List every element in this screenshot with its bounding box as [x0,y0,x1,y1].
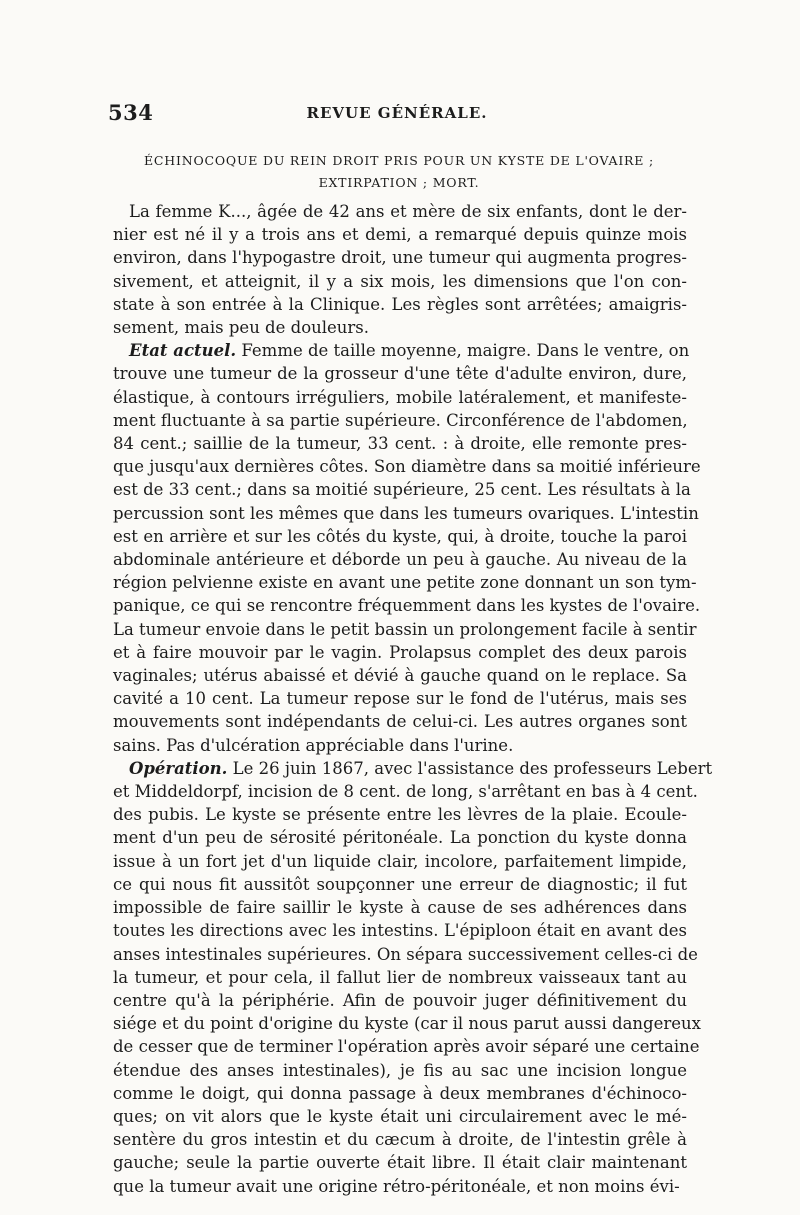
text-line [113,919,687,942]
line-text: nier est né il y a trois ans et demi, a remarqué depuis quinze mois [113,225,687,245]
line-text: vaginales; utérus abaissé et dévié à gauche quand on le replace. Sa [113,666,687,686]
line-text: et Middeldorpf, incision de 8 cent. de long, s'arrêtant en bas à 4 cent. [113,782,698,802]
line-text: siége et du point d'origine du kyste (car il nous parut aussi dangereux [113,1014,701,1034]
line-text: environ, dans l'hypogastre droit, une tumeur qui augmenta progres- [113,248,687,268]
text-line [113,525,687,548]
line-text: des pubis. Le kyste se présente entre les lèvres de la plaie. Ecoule- [113,805,687,825]
text-line [113,943,698,966]
text-line [113,200,687,223]
text-line [113,1128,687,1151]
line-text: sement, mais peu de douleurs. [113,318,370,338]
text-line [113,664,687,687]
line-text: ce qui nous fit aussitôt soupçonner une erreur de diagnostic; il fut [113,874,687,894]
paragraph [113,339,701,757]
line-text: issue à un fort jet d'un liquide clair, incolore, parfaitement limpide, [113,851,687,871]
text-line [113,850,687,873]
line-text: abdominale antérieure et déborde un peu à gauche. Au niveau de la [113,550,687,570]
line-text: est de 33 cent.; dans sa moitié supérieure, 25 cent. Les résultats à la [113,480,691,500]
text-line [113,803,687,826]
line-text: sivement, et atteignit, il y a six mois, les dimensions que l'on con- [113,271,687,291]
line-text: que la tumeur avait une origine rétro-péritonéale, et non moins évi- [113,1176,680,1196]
line-text: gauche; seule la partie ouverte était libre. Il était clair maintenant [113,1153,687,1173]
page-header [108,100,686,124]
line-text: 84 cent.; saillie de la tumeur, 33 cent. : à droite, elle remonte pres- [113,434,687,454]
text-line [113,873,687,896]
line-text: que jusqu'aux dernières côtes. Son diamètre dans sa moitié inférieure [113,457,701,477]
text-line [113,594,701,617]
text-line [113,502,699,525]
text-line [113,1175,687,1198]
line-text: Femme de taille moyenne, maigre. Dans le ventre, on [236,341,690,361]
line-text: mouvements sont indépendants de celui-ci. Les autres organes sont [113,712,687,732]
text-line [113,293,687,316]
text-line [113,316,687,339]
line-text: Le 26 juin 1867, avec l'assistance des professeurs Lebert [227,758,713,778]
text-line [113,1151,687,1174]
text-line [113,710,687,733]
line-text: centre qu'à la périphérie. Afin de pouvoir juger définitivement du [113,990,687,1010]
text-line [113,432,687,455]
line-text: sentère du gros intestin et du cæcum à droite, de l'intestin grêle à [113,1130,687,1150]
text-line [113,548,687,571]
line-text: ment d'un peu de sérosité péritonéale. La ponction du kyste donna [113,828,687,848]
line-text: étendue des anses intestinales), je fis au sac une incision longue [113,1060,687,1080]
article-title [118,150,680,194]
text-line [113,687,687,710]
line-text: région pelvienne existe en avant une petite zone donnant un son tym- [113,573,697,593]
line-text: La femme K..., âgée de 42 ans et mère de six enfants, dont le der- [129,202,687,221]
article-title-line: EXTIRPATION ; MORT. [318,175,480,190]
line-text: est en arrière et sur les côtés du kyste, qui, à droite, touche la paroi [113,526,687,546]
section-label: Opération. [129,758,228,778]
text-line [113,1105,687,1128]
text-line [113,339,690,362]
text-line [113,780,698,803]
paragraph [113,757,713,1198]
text-line [113,618,697,641]
text-line [113,1082,687,1105]
text-line [113,270,687,293]
text-line [113,223,687,246]
text-line [113,896,687,919]
line-text: ment fluctuante à sa partie supérieure. Circonférence de l'abdomen, [113,410,688,430]
line-text: la tumeur, et pour cela, il fallut lier de nombreux vaisseaux tant au [113,967,687,987]
text-line [113,478,691,501]
text-line [113,734,687,757]
line-text: sains. Pas d'ulcération appréciable dans l'urine. [113,735,514,755]
section-label: Etat actuel. [129,341,237,361]
paragraph [113,200,687,339]
text-line [113,1035,700,1058]
line-text: percussion sont les mêmes que dans les tumeurs ovariques. L'intestin [113,503,699,523]
line-text: anses intestinales supérieures. On sépara successivement celles-ci de [113,944,698,964]
line-text: panique, ce qui se rencontre fréquemment dans les kystes de l'ovaire. [113,596,701,616]
text-line [113,246,687,269]
text-line [113,1012,701,1035]
article-body [113,200,713,1198]
text-line [113,455,701,478]
text-line [113,826,687,849]
line-text: impossible de faire saillir le kyste à cause de ses adhérences dans [113,898,687,918]
line-text: trouve une tumeur de la grosseur d'une tête d'adulte environ, dure, [113,364,687,384]
text-line [113,989,687,1012]
line-text: state à son entrée à la Clinique. Les règles sont arrêtées; amaigris- [113,294,687,314]
line-text: La tumeur envoie dans le petit bassin un prolongement facile à sentir [113,619,697,639]
line-text: et à faire mouvoir par le vagin. Prolapsus complet des deux parois [113,642,687,662]
text-line [113,409,687,432]
line-text: ques; on vit alors que le kyste était uni circulairement avec le mé- [113,1106,687,1126]
text-line [113,571,697,594]
line-text: cavité a 10 cent. La tumeur repose sur le fond de l'utérus, mais ses [113,689,687,709]
text-line [113,362,687,385]
line-text: élastique, à contours irréguliers, mobile latéralement, et manifeste- [113,387,687,407]
line-text: de cesser que de terminer l'opération après avoir séparé une certaine [113,1037,700,1057]
running-head: REVUE GÉNÉRALE. [306,104,488,122]
text-line [113,386,687,409]
article-title-line: ÉCHINOCOQUE DU REIN DROIT PRIS POUR UN KYSTE DE L'OVAIRE ; [144,153,654,168]
text-line [113,966,687,989]
text-line [113,757,713,780]
page-number: 534 [108,100,154,125]
text-line [113,1059,687,1082]
line-text: toutes les directions avec les intestins. L'épiploon était en avant des [113,921,687,941]
text-line [113,641,687,664]
line-text: comme le doigt, qui donna passage à deux membranes d'échinoco- [113,1083,687,1103]
